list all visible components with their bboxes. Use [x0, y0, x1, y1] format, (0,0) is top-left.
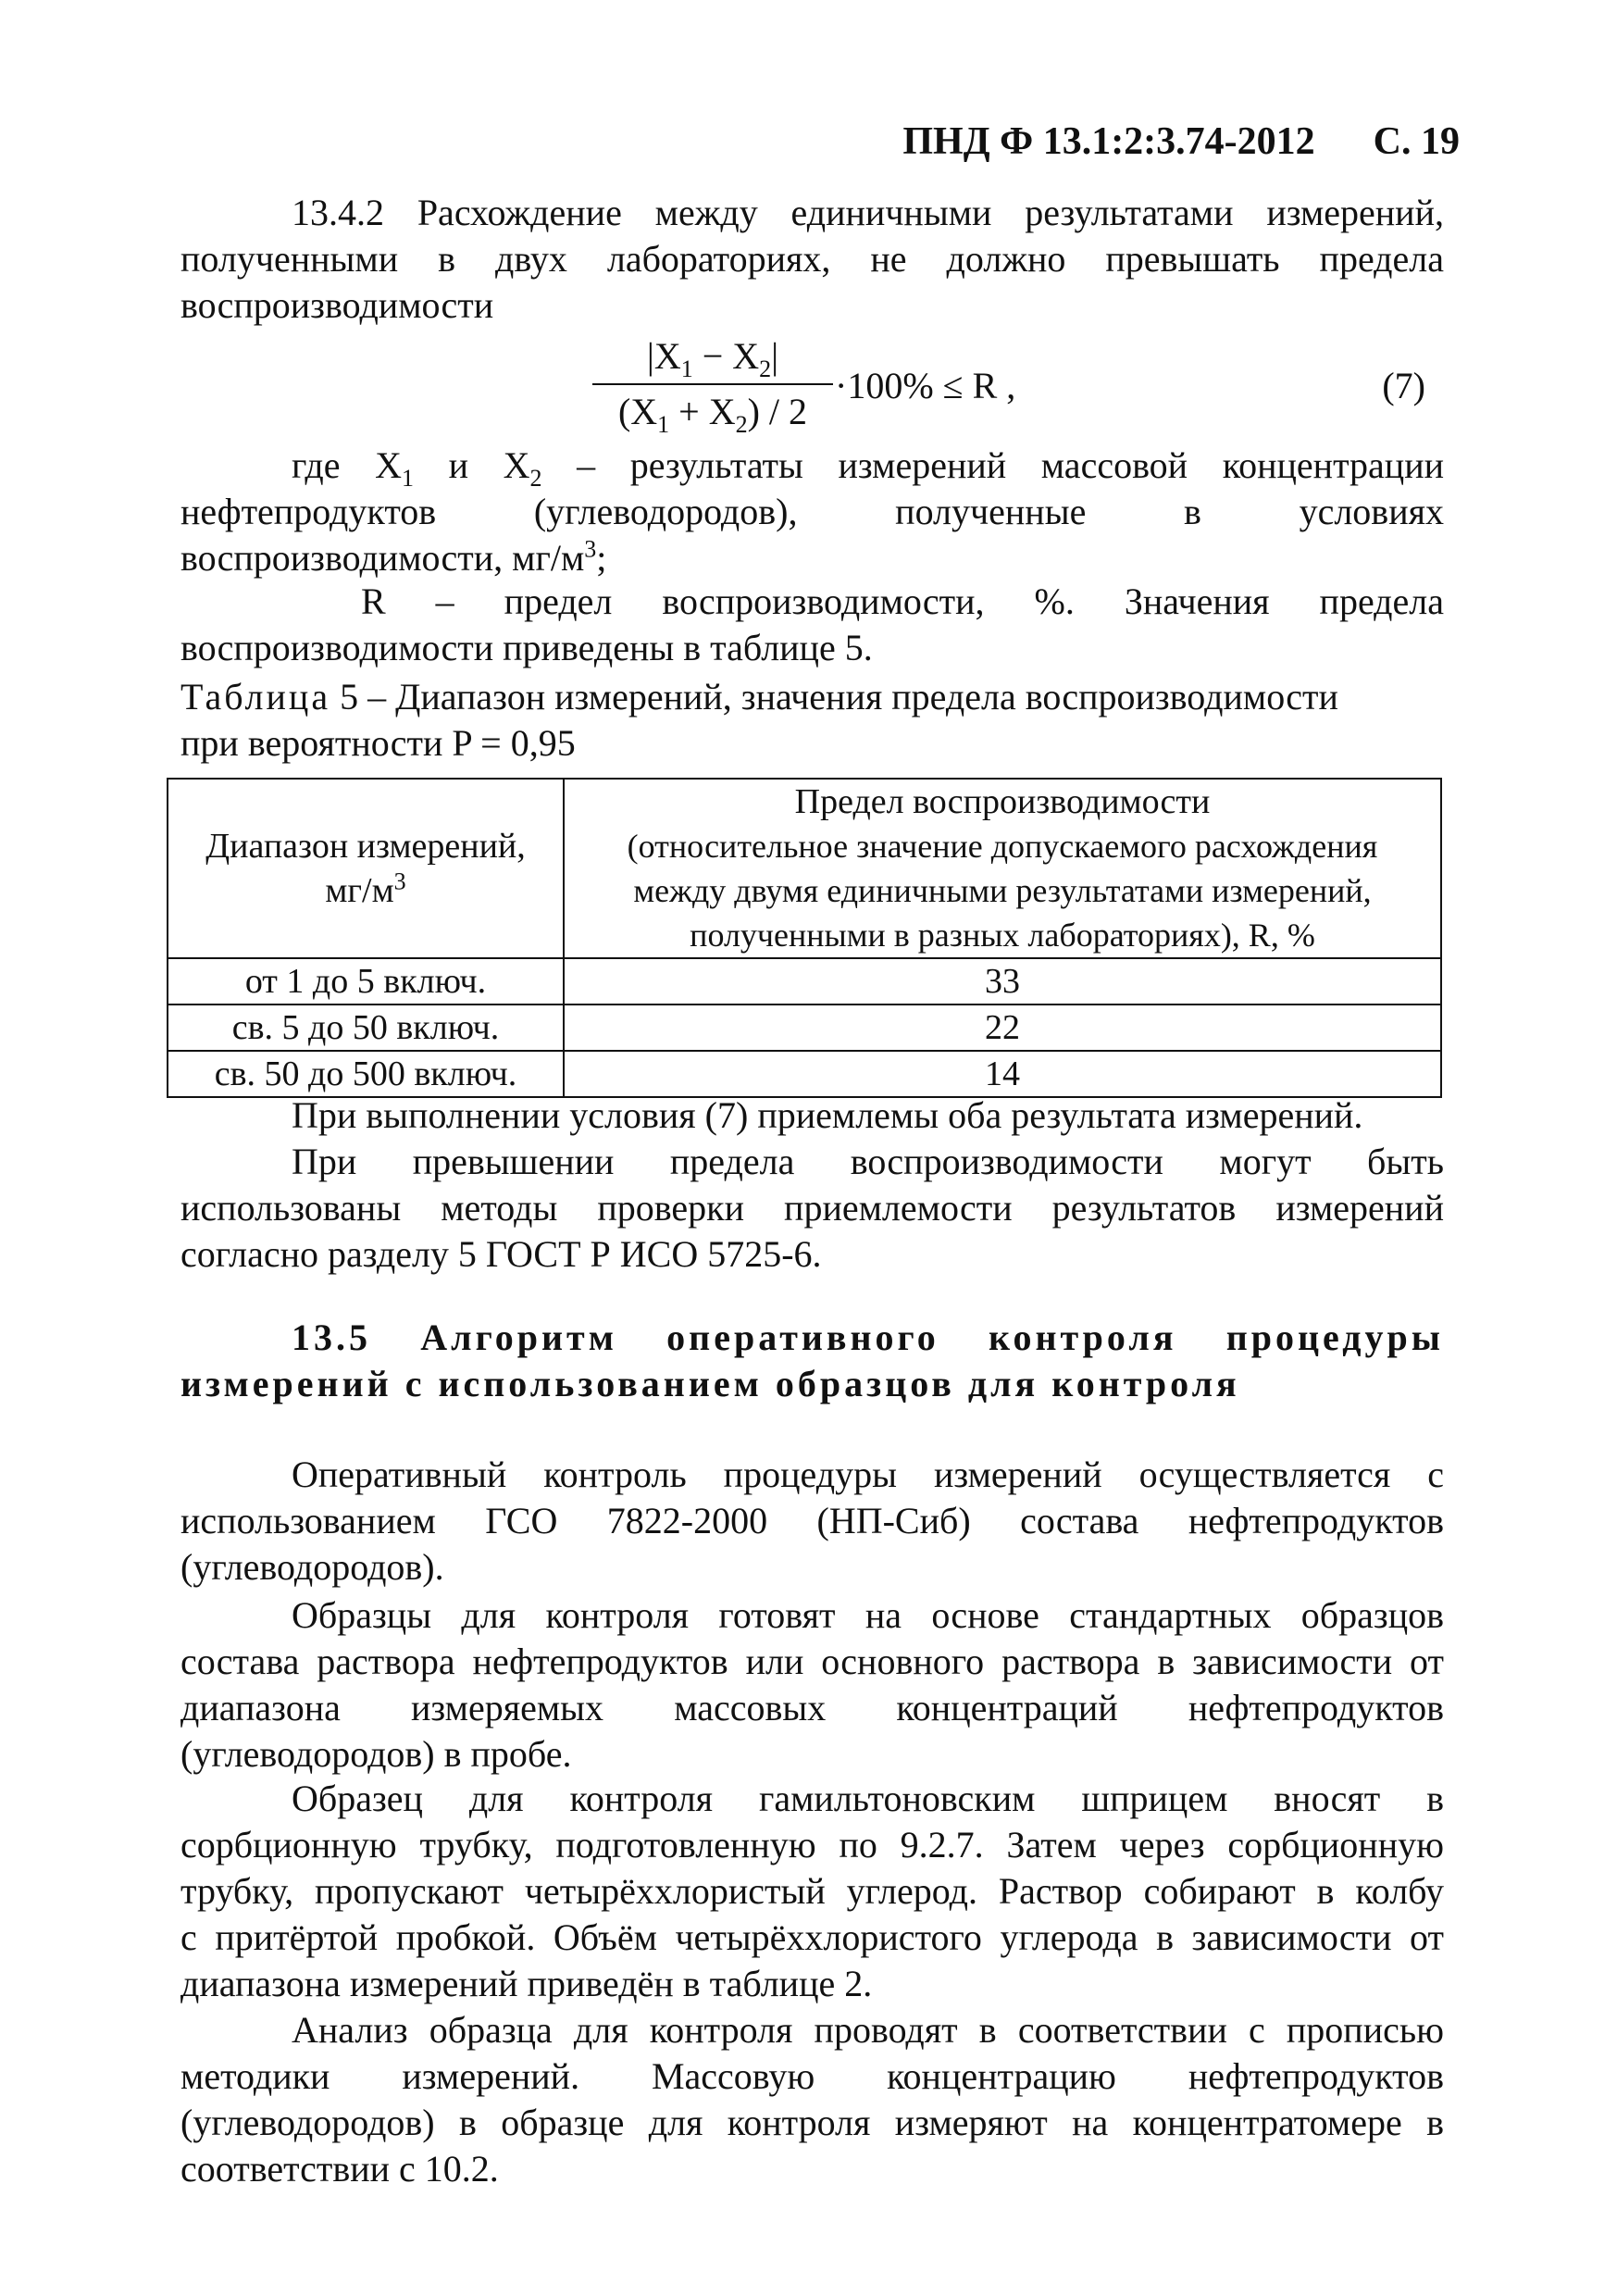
- text-line: Образец для контроля гамильтоновским шприцем вносят в: [292, 1778, 1444, 1819]
- table-header-range: Диапазон измерений, $мг/м^3$: [168, 779, 564, 958]
- text-line: Образцы для контроля готовят на основе стандартных образцов: [292, 1594, 1444, 1636]
- text-line: диапазона измеряемых массовых концентраций нефтепродуктов: [180, 1687, 1444, 1728]
- text-line: воспроизводимости приведены в таблице 5.: [180, 627, 873, 668]
- formula-denominator: $(X_1 + X_2) / 2$: [617, 391, 808, 438]
- text-line: R – предел воспроизводимости, %. Значения предела: [361, 580, 1444, 622]
- paragraph-analysis: [180, 2007, 1444, 2192]
- text-line: использованием ГСО 7822-2000 (НП-Сиб) состава нефтепродуктов: [180, 1500, 1444, 1541]
- formula-7: [592, 333, 1425, 444]
- table-header-row: [168, 779, 1441, 958]
- text-line: трубку, пропускают четырёххлористый углерод. Раствор собирают в колбу: [180, 1870, 1444, 1912]
- paragraph-operational-control: [180, 1452, 1444, 1591]
- paragraph-where: [180, 443, 1444, 581]
- text-line: воспроизводимости, $мг/м^3$;: [180, 535, 607, 579]
- formula-rest: ·100% ≤ R ,: [835, 365, 1016, 406]
- equation-number: (7): [1382, 365, 1425, 406]
- table-row: [168, 958, 1441, 1004]
- text-line: 13.4.2 Расхождение между единичными результатами измерений,: [292, 192, 1444, 233]
- text-line: воспроизводимости: [180, 284, 494, 326]
- text-line: нефтепродуктов (углеводородов), полученные в условиях: [180, 491, 1444, 532]
- table-cell-range: св. 5 до 50 включ.: [168, 1004, 564, 1051]
- paragraph-acceptance: [180, 1092, 1444, 1139]
- text-line: соответствии с 10.2.: [180, 2148, 499, 2190]
- paragraph-sample-injection: [180, 1776, 1444, 2007]
- formula-fraction: [592, 333, 833, 438]
- page-number: С. 19: [1373, 120, 1460, 163]
- table-header-limit: Предел воспроизводимости (относительное значение допускаемого расхождения между двумя единичными результатами измерений, полученными в разных лабораториях), R, %: [564, 779, 1441, 958]
- paragraph-r-definition: [180, 579, 1444, 671]
- text-line: диапазона измерений приведён в таблице 2.: [180, 1963, 873, 2004]
- section-title-line: измерений с использованием образцов для контроля: [180, 1363, 1240, 1404]
- table-5: [167, 778, 1442, 1098]
- text-line: Таблица 5 – Диапазон измерений, значения предела воспроизводимости: [180, 676, 1338, 718]
- text-line: (углеводородов) в образце для контроля измеряют на концентратомере в: [180, 2102, 1444, 2143]
- text-line: При выполнении условия (7) приемлемы оба результата измерений.: [292, 1094, 1363, 1136]
- text-line: где $X_1$ и $X_2$ – результаты измерений массовой концентрации: [292, 444, 1445, 492]
- table-cell-range: св. 50 до 500 включ.: [168, 1051, 564, 1097]
- text-line: с притёртой пробкой. Объём четырёххлористого углерода в зависимости от: [180, 1916, 1444, 1958]
- page-header: [902, 119, 1460, 165]
- paragraph-exceed: [180, 1139, 1444, 1278]
- text-line: использованы методы проверки приемлемости результатов измерений: [180, 1187, 1444, 1229]
- table-row: [168, 1051, 1441, 1097]
- table-cell-value: 33: [564, 958, 1441, 1004]
- table-cell-range: от 1 до 5 включ.: [168, 958, 564, 1004]
- section-title-line: 13.5 Алгоритм оперативного контроля процедуры: [292, 1316, 1444, 1358]
- formula-numerator: $|X_1 - X_2|$: [592, 333, 833, 385]
- table-cell-value: 14: [564, 1051, 1441, 1097]
- table-cell-value: 22: [564, 1004, 1441, 1051]
- text-line: методики измерений. Массовую концентрацию нефтепродуктов: [180, 2055, 1444, 2097]
- paragraph-13-4-2: [180, 190, 1444, 329]
- text-line: полученными в двух лабораториях, не должно превышать предела: [180, 238, 1444, 280]
- text-line: Анализ образца для контроля проводят в соответствии с прописью: [292, 2009, 1444, 2051]
- doc-code: ПНД Ф 13.1:2:3.74-2012: [902, 120, 1315, 163]
- text-line: При превышении предела воспроизводимости могут быть: [292, 1141, 1444, 1182]
- paragraph-samples-prep: [180, 1592, 1444, 1778]
- text-line: Оперативный контроль процедуры измерений осуществляется с: [292, 1454, 1444, 1495]
- text-line: (углеводородов).: [180, 1546, 444, 1588]
- table-5-caption: [180, 674, 1444, 767]
- text-line: согласно разделу 5 ГОСТ Р ИСО 5725-6.: [180, 1233, 822, 1275]
- text-line: состава раствора нефтепродуктов или основного раствора в зависимости от: [180, 1641, 1444, 1682]
- text-line: при вероятности P = 0,95: [180, 722, 576, 764]
- text-line: сорбционную трубку, подготовленную по 9.2.7. Затем через сорбционную: [180, 1824, 1444, 1866]
- table-row: [168, 1004, 1441, 1051]
- text-line: (углеводородов) в пробе.: [180, 1733, 572, 1775]
- section-13-5-title: [180, 1315, 1444, 1407]
